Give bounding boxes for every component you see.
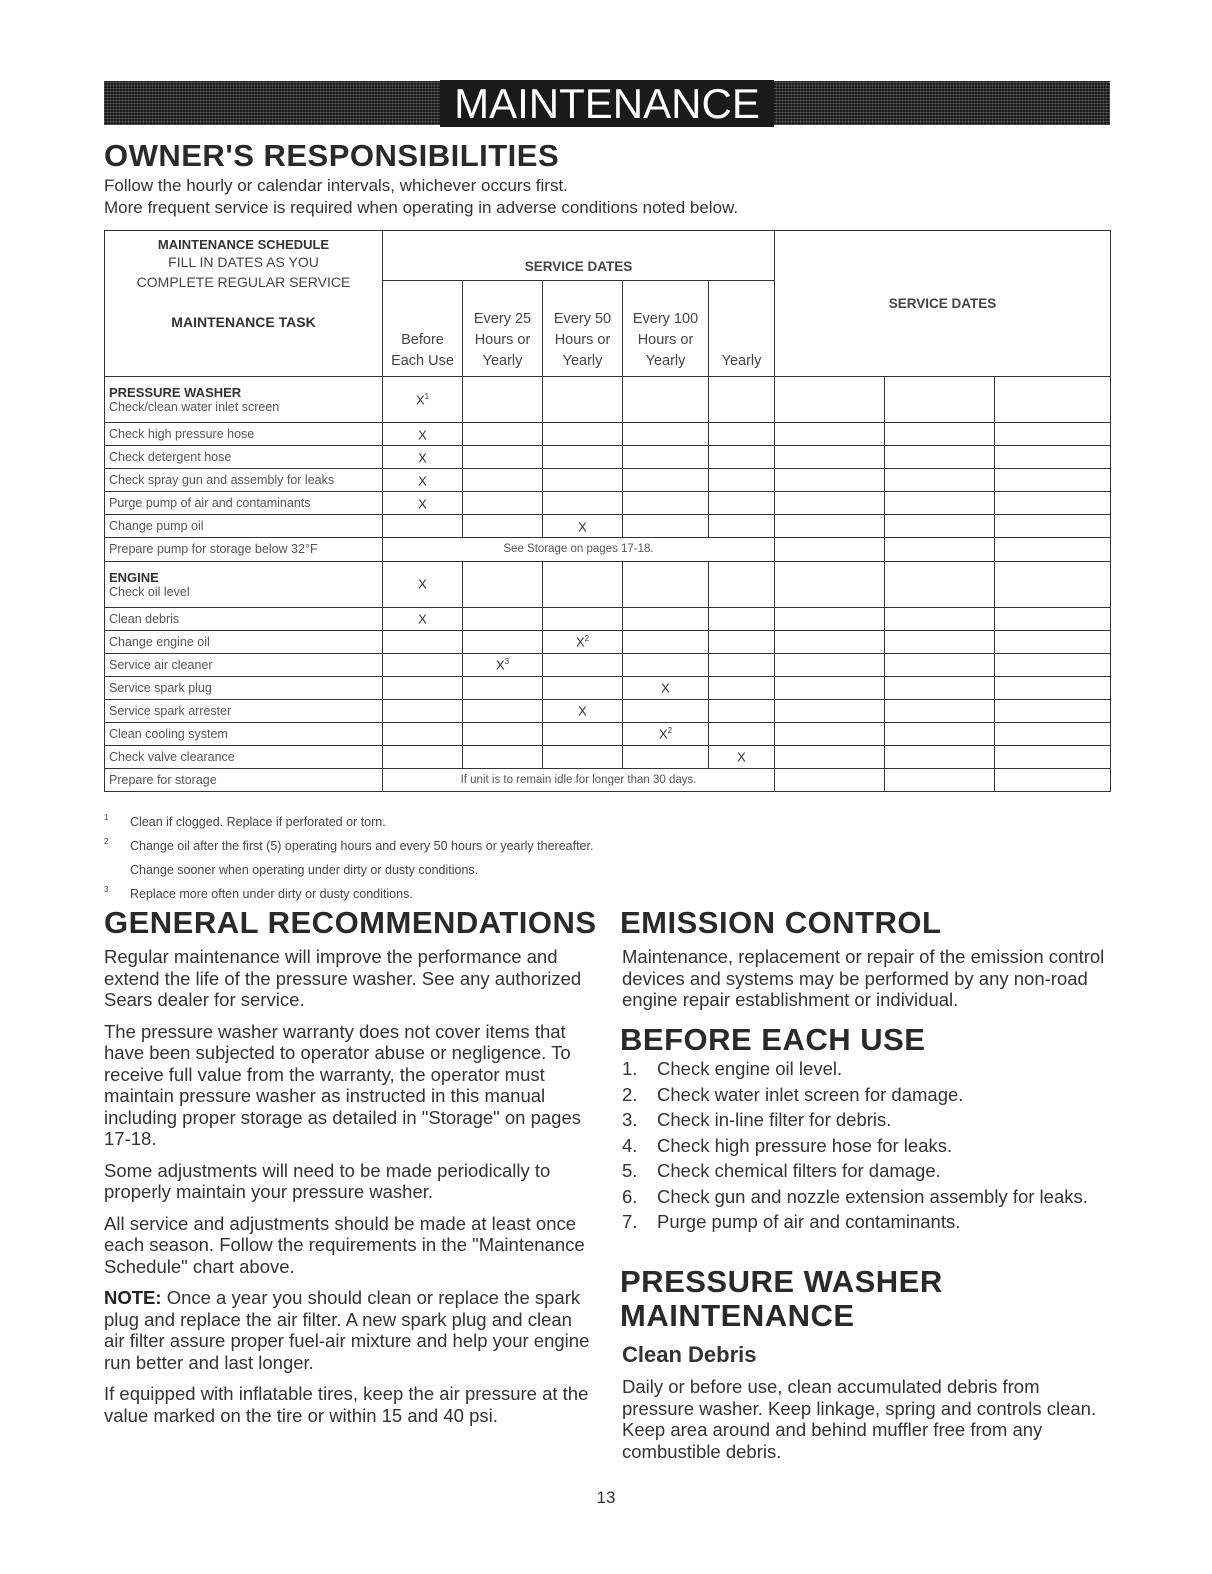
interval-mark: [543, 607, 623, 630]
footnote-number: 1: [104, 813, 109, 822]
interval-mark: [383, 423, 463, 446]
service-date-entry[interactable]: [775, 492, 885, 515]
general-recommendations-heading: GENERAL RECOMMENDATIONS: [104, 905, 597, 940]
list-item: [620, 1135, 1110, 1157]
interval-mark: [543, 699, 623, 722]
clean-debris-p1: Daily or before use, clean accumulated debris from pressure washer. Keep linkage, spring and controls clean. Keep area around and behind muffler free from any combustible debris.: [622, 1376, 1097, 1462]
interval-mark: [463, 515, 543, 538]
interval-header-line: Yearly: [562, 353, 603, 370]
table-row: [105, 722, 1111, 745]
interval-mark: [463, 469, 543, 492]
interval-mark: [543, 446, 623, 469]
interval-mark: [623, 653, 709, 676]
mark-text: X: [418, 611, 427, 627]
maintenance-schedule-table: [104, 230, 1111, 792]
schedule-subtitle-1: FILL IN DATES AS YOU: [168, 254, 319, 270]
general-p1: Regular maintenance will improve the performance and extend the life of the pressure washer. See any authorized Sears dealer for service.: [104, 946, 582, 1010]
interval-mark: [463, 676, 543, 699]
list-item-text: Purge pump of air and contaminants.: [657, 1211, 961, 1232]
service-date-entry[interactable]: [775, 538, 885, 561]
general-p4: All service and adjustments should be made at least once each season. Follow the requirements in the "Maintenance Schedule" chart above.: [104, 1212, 585, 1277]
footnote: [104, 858, 593, 882]
owners-intro: [104, 175, 738, 219]
footnote-text: Replace more often under dirty or dusty conditions.: [130, 887, 413, 901]
emission-control-body: [622, 946, 1117, 1021]
task-label: Service spark arrester: [109, 703, 232, 718]
pressure-washer-maintenance-heading-1: PRESSURE WASHER: [620, 1264, 943, 1299]
task-cell: [105, 377, 383, 423]
service-date-entry[interactable]: [995, 676, 1111, 699]
service-date-entry[interactable]: [885, 745, 995, 768]
table-row: [105, 699, 1111, 722]
service-date-entry[interactable]: [775, 377, 885, 423]
interval-mark: [383, 676, 463, 699]
task-label: Check/clean water inlet screen: [109, 400, 280, 415]
owners-responsibilities-heading: OWNER'S RESPONSIBILITIES: [104, 138, 560, 173]
table-row: [105, 446, 1111, 469]
pressure-washer-maintenance-heading-2: MAINTENANCE: [620, 1298, 855, 1333]
footnote: [104, 882, 593, 906]
task-label: Prepare pump for storage below 32°F: [109, 542, 318, 557]
table-row: [105, 653, 1111, 676]
row-note: If unit is to remain idle for longer than 30 days.: [383, 768, 775, 791]
mark-footnote-ref: 2: [584, 633, 590, 643]
footnote: [104, 834, 593, 858]
service-date-entry[interactable]: [995, 722, 1111, 745]
interval-mark: [709, 699, 775, 722]
interval-header-line: Every 25: [473, 311, 532, 328]
service-dates-header: SERVICE DATES: [383, 231, 775, 281]
maintenance-task-label: MAINTENANCE TASK: [171, 314, 316, 330]
interval-mark: [383, 469, 463, 492]
list-item-number: 1.: [622, 1058, 638, 1079]
interval-mark: [463, 722, 543, 745]
service-date-entry[interactable]: [885, 653, 995, 676]
service-date-entry[interactable]: [885, 492, 995, 515]
interval-header-line: Every 50: [553, 311, 612, 328]
task-cell: [105, 722, 383, 745]
list-item: [620, 1058, 1110, 1080]
task-label: Clean cooling system: [109, 726, 228, 741]
service-date-entry[interactable]: [775, 469, 885, 492]
service-date-entry[interactable]: [995, 492, 1111, 515]
list-item-text: Check chemical filters for damage.: [657, 1160, 941, 1181]
schedule-title: MAINTENANCE SCHEDULE: [157, 237, 330, 252]
task-label: Service air cleaner: [109, 657, 213, 672]
task-label: Clean debris: [109, 611, 180, 626]
mark-footnote-ref: 2: [667, 726, 673, 736]
service-date-entry[interactable]: [995, 538, 1111, 561]
interval-mark: [543, 653, 623, 676]
interval-mark: [623, 722, 709, 745]
mark-text: X: [578, 703, 587, 719]
interval-mark: [709, 515, 775, 538]
task-cell: [105, 653, 383, 676]
mark-text: X: [415, 392, 425, 408]
interval-mark: [463, 607, 543, 630]
interval-mark: [623, 446, 709, 469]
interval-mark: [709, 446, 775, 469]
table-row: [105, 515, 1111, 538]
interval-column-header: [543, 281, 623, 377]
interval-mark: [543, 423, 623, 446]
task-label: Check spray gun and assembly for leaks: [109, 473, 335, 488]
list-item-text: Check in-line filter for debris.: [657, 1109, 892, 1130]
clean-debris-body: [622, 1376, 1112, 1472]
list-item: [620, 1084, 1110, 1106]
service-date-entry[interactable]: [995, 561, 1111, 607]
general-p6: If equipped with inflatable tires, keep the air pressure at the value marked on the tire or within 15 and 40 psi.: [104, 1383, 589, 1426]
task-cell: [105, 469, 383, 492]
note-text: Once a year you should clean or replace the spark plug and replace the air filter. A new spark plug and clean air filter assure proper fuel-air mixture and help your engine run better and last longer.: [104, 1287, 590, 1373]
service-date-entry[interactable]: [775, 607, 885, 630]
task-cell: [105, 676, 383, 699]
service-date-entry[interactable]: [995, 607, 1111, 630]
interval-mark: [543, 630, 623, 653]
section-label: ENGINE: [109, 569, 159, 585]
interval-mark: [383, 377, 463, 423]
interval-mark: [709, 676, 775, 699]
interval-mark: [543, 377, 623, 423]
general-recommendations-body: [104, 946, 594, 1436]
interval-mark: [623, 469, 709, 492]
interval-mark: [709, 492, 775, 515]
interval-header-line: Each Use: [391, 353, 454, 370]
interval-mark: [463, 561, 543, 607]
list-item-text: Check high pressure hose for leaks.: [657, 1134, 953, 1156]
interval-mark: [383, 515, 463, 538]
mark-text: X: [418, 576, 427, 592]
interval-mark: [543, 515, 623, 538]
task-cell: [105, 515, 383, 538]
interval-mark: [463, 446, 543, 469]
interval-mark: [623, 607, 709, 630]
mark-text: X: [418, 473, 427, 489]
interval-mark: [463, 745, 543, 768]
service-date-entry[interactable]: [775, 699, 885, 722]
service-date-entry[interactable]: [885, 515, 995, 538]
table-row: [105, 469, 1111, 492]
list-item-number: 7.: [622, 1211, 638, 1232]
task-cell: [105, 561, 383, 607]
service-date-entry[interactable]: [885, 538, 995, 561]
note-label: NOTE:: [104, 1287, 162, 1308]
before-each-use-list: [620, 1058, 1110, 1233]
interval-mark: [709, 377, 775, 423]
interval-mark: [709, 630, 775, 653]
list-item: [620, 1186, 1110, 1208]
interval-column-header: [463, 281, 543, 377]
interval-mark: [383, 653, 463, 676]
service-date-entry[interactable]: [885, 676, 995, 699]
table-row: [105, 607, 1111, 630]
service-date-entry[interactable]: [775, 653, 885, 676]
service-date-entry[interactable]: [775, 515, 885, 538]
service-date-entry[interactable]: [995, 768, 1111, 791]
service-date-entry[interactable]: [775, 745, 885, 768]
interval-mark: [463, 630, 543, 653]
service-date-entry[interactable]: [775, 561, 885, 607]
list-item-text: Check water inlet screen for damage.: [657, 1083, 964, 1105]
table-row: [105, 676, 1111, 699]
interval-mark: [383, 607, 463, 630]
mark-text: X: [418, 496, 427, 512]
table-row: [105, 561, 1111, 607]
list-item-text: Check gun and nozzle extension assembly for leaks.: [657, 1185, 1088, 1207]
interval-mark: [383, 699, 463, 722]
interval-mark: [709, 561, 775, 607]
interval-mark: [623, 492, 709, 515]
footnote-number: 2: [104, 837, 109, 846]
service-date-entry[interactable]: [885, 768, 995, 791]
mark-text: X: [575, 634, 585, 650]
general-p2: The pressure washer warranty does not cover items that have been subjected to operator abuse or negligence. To receive full value from the warranty, the operator must maintain pressure washer as instructed in this manual including proper storage as detailed in "Storage" on pages 17-18.: [104, 1020, 581, 1149]
service-dates-log-header: SERVICE DATES: [775, 231, 1111, 377]
table-row: [105, 768, 1111, 791]
mark-text: X: [578, 519, 587, 535]
service-date-entry[interactable]: [995, 469, 1111, 492]
section-label: PRESSURE WASHER: [109, 385, 242, 401]
table-row: [105, 538, 1111, 561]
before-each-use-heading: BEFORE EACH USE: [620, 1022, 926, 1057]
footnote-text: Change sooner when operating under dirty or dusty conditions.: [130, 863, 479, 877]
task-label: Change pump oil: [109, 519, 204, 534]
interval-mark: [463, 699, 543, 722]
mark-footnote-ref: 1: [424, 392, 430, 402]
mark-text: X: [418, 450, 427, 466]
interval-header-line: Hours or: [554, 332, 611, 349]
interval-mark: [543, 492, 623, 515]
mark-footnote-ref: 3: [504, 656, 510, 666]
service-date-entry[interactable]: [885, 630, 995, 653]
task-label: Purge pump of air and contaminants: [109, 496, 311, 511]
interval-mark: [463, 377, 543, 423]
footnote-text: Change oil after the first (5) operating hours and every 50 hours or yearly thereafter.: [130, 839, 594, 853]
interval-header-line: Yearly: [645, 353, 686, 370]
emission-control-heading: EMISSION CONTROL: [620, 905, 942, 940]
interval-mark: [463, 492, 543, 515]
task-cell: [105, 768, 383, 791]
task-label: Prepare for storage: [109, 772, 217, 787]
clean-debris-heading: Clean Debris: [622, 1342, 757, 1367]
intro-line-2: More frequent service is required when operating in adverse conditions noted below.: [104, 198, 739, 217]
footnote-number: 3: [104, 885, 109, 894]
emission-p1: Maintenance, replacement or repair of the emission control devices and systems may be performed by any non-road engine repair establishment or individual.: [622, 946, 1105, 1010]
list-item-number: 5.: [622, 1160, 638, 1181]
interval-mark: [543, 745, 623, 768]
schedule-header-cell: [105, 231, 383, 377]
general-p5: [104, 1287, 594, 1373]
service-date-entry[interactable]: [775, 423, 885, 446]
service-date-entry[interactable]: [995, 653, 1111, 676]
task-label: Check detergent hose: [109, 450, 232, 465]
interval-column-header: [623, 281, 709, 377]
mark-text: X: [737, 749, 746, 765]
interval-mark: [543, 469, 623, 492]
mark-text: X: [661, 680, 670, 696]
table-row: [105, 745, 1111, 768]
service-date-entry[interactable]: [885, 699, 995, 722]
list-item: [620, 1160, 1110, 1182]
task-cell: [105, 607, 383, 630]
list-item-number: 6.: [622, 1185, 638, 1207]
interval-mark: [623, 515, 709, 538]
general-p3: Some adjustments will need to be made periodically to properly maintain your pressure washer.: [104, 1159, 551, 1202]
table-row: [105, 630, 1111, 653]
interval-column-header: [383, 281, 463, 377]
interval-mark: [623, 745, 709, 768]
interval-column-header: [709, 281, 775, 377]
interval-mark: [383, 630, 463, 653]
service-date-entry[interactable]: [995, 423, 1111, 446]
service-date-entry[interactable]: [995, 377, 1111, 423]
intro-line-1: Follow the hourly or calendar intervals, whichever occurs first.: [104, 176, 568, 195]
mark-text: X: [658, 726, 668, 742]
interval-header-line: Yearly: [482, 353, 523, 370]
service-date-entry[interactable]: [885, 377, 995, 423]
task-cell: [105, 699, 383, 722]
service-date-entry[interactable]: [885, 561, 995, 607]
task-cell: [105, 446, 383, 469]
service-date-entry[interactable]: [775, 676, 885, 699]
service-date-entry[interactable]: [885, 469, 995, 492]
banner-title: MAINTENANCE: [440, 80, 774, 127]
service-date-entry[interactable]: [775, 630, 885, 653]
service-date-entry[interactable]: [885, 607, 995, 630]
interval-mark: [543, 722, 623, 745]
interval-mark: [623, 423, 709, 446]
row-note: See Storage on pages 17-18.: [383, 538, 775, 561]
table-row: [105, 423, 1111, 446]
service-date-entry[interactable]: [995, 630, 1111, 653]
service-date-entry[interactable]: [885, 722, 995, 745]
list-item-number: 4.: [622, 1134, 638, 1156]
interval-mark: [543, 561, 623, 607]
footnotes: [104, 810, 593, 906]
task-label: Check high pressure hose: [109, 427, 255, 442]
interval-header-line: Hours or: [637, 332, 694, 349]
page-number: 13: [596, 1488, 616, 1507]
task-cell: [105, 630, 383, 653]
interval-mark: [623, 630, 709, 653]
table-row: [105, 492, 1111, 515]
interval-header-line: Yearly: [721, 353, 762, 370]
table-row: [105, 377, 1111, 423]
service-date-entry[interactable]: [775, 768, 885, 791]
interval-mark: [543, 676, 623, 699]
footnote-text: Clean if clogged. Replace if perforated or torn.: [130, 815, 386, 829]
interval-mark: [709, 469, 775, 492]
service-date-entry[interactable]: [885, 423, 995, 446]
service-date-entry[interactable]: [885, 446, 995, 469]
task-label: Service spark plug: [109, 680, 212, 695]
service-date-entry[interactable]: [995, 745, 1111, 768]
service-date-entry[interactable]: [995, 699, 1111, 722]
service-date-entry[interactable]: [995, 446, 1111, 469]
list-item: [620, 1211, 1110, 1233]
interval-mark: [709, 722, 775, 745]
schedule-subtitle-2: COMPLETE REGULAR SERVICE: [136, 274, 351, 290]
task-label: Change engine oil: [109, 634, 210, 649]
interval-mark: [709, 745, 775, 768]
interval-mark: [383, 492, 463, 515]
mark-text: X: [418, 426, 427, 442]
interval-mark: [709, 423, 775, 446]
mark-text: X: [495, 657, 505, 673]
interval-header-line: Every 100: [632, 311, 699, 328]
interval-mark: [383, 745, 463, 768]
task-cell: [105, 745, 383, 768]
task-cell: [105, 492, 383, 515]
list-item-number: 3.: [622, 1109, 638, 1130]
interval-mark: [623, 699, 709, 722]
interval-mark: [383, 446, 463, 469]
footnote: [104, 810, 593, 834]
interval-mark: [463, 423, 543, 446]
interval-mark: [623, 377, 709, 423]
list-item-text: Check engine oil level.: [657, 1058, 843, 1079]
list-item-number: 2.: [622, 1083, 638, 1105]
interval-mark: [709, 607, 775, 630]
interval-mark: [463, 653, 543, 676]
list-item: [620, 1109, 1110, 1131]
interval-mark: [383, 561, 463, 607]
interval-mark: [709, 653, 775, 676]
task-label: Check valve clearance: [109, 749, 235, 764]
service-date-entry[interactable]: [995, 515, 1111, 538]
interval-header-line: Hours or: [474, 332, 531, 349]
service-date-entry[interactable]: [775, 446, 885, 469]
task-cell: [105, 538, 383, 561]
maintenance-banner: [104, 81, 1110, 125]
task-cell: [105, 423, 383, 446]
service-date-entry[interactable]: [775, 722, 885, 745]
interval-header-line: Before: [401, 332, 444, 349]
interval-mark: [383, 722, 463, 745]
interval-mark: [623, 676, 709, 699]
task-label: Check oil level: [109, 584, 190, 599]
interval-mark: [623, 561, 709, 607]
